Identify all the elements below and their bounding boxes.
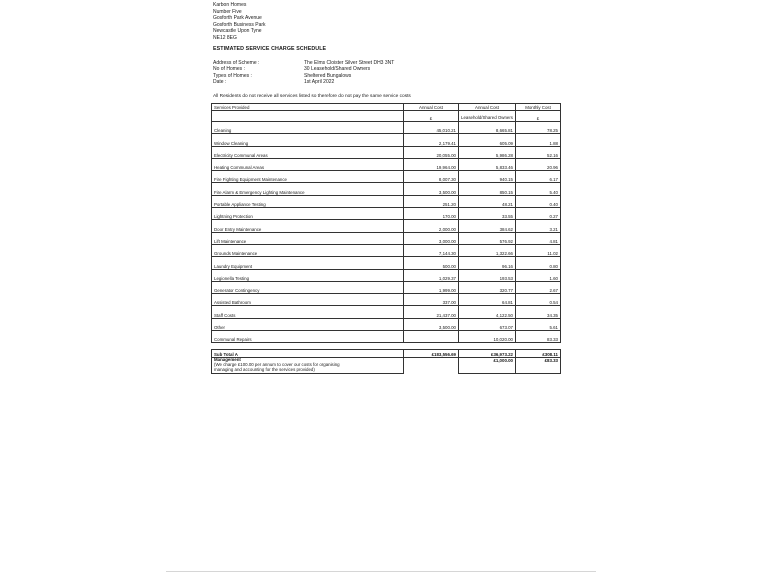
service-name: Staff Costs: [212, 306, 404, 318]
leasehold-cost: 576.92: [459, 232, 516, 244]
monthly-cost: 0.54: [516, 294, 561, 306]
document-title: ESTIMATED SERVICE CHARGE SCHEDULE: [213, 46, 327, 52]
annual-cost: 251.20: [404, 195, 459, 207]
table-row: [212, 171, 561, 183]
annual-cost: 3,000.00: [404, 232, 459, 244]
table-row: [212, 134, 561, 146]
annual-cost: 3,500.00: [404, 183, 459, 195]
subtotal-label: Sub Total A: [212, 350, 404, 358]
table-row: [212, 195, 561, 207]
management-row: [212, 358, 561, 373]
table-row: [212, 331, 561, 343]
table-row: [212, 220, 561, 232]
leasehold-cost: 193.53: [459, 269, 516, 281]
leasehold-cost: 96.16: [459, 257, 516, 269]
annual-cost: 1,999.00: [404, 281, 459, 293]
service-name: Heating Communal Areas: [212, 158, 404, 170]
info-value: Sheltered Bungalows: [304, 72, 352, 79]
service-name: Cleaning: [212, 122, 404, 134]
table-row: [212, 232, 561, 244]
monthly-cost: 4.81: [516, 232, 561, 244]
monthly-cost: 0.80: [516, 257, 561, 269]
leasehold-cost: 673.07: [459, 318, 516, 330]
scheme-info: [213, 60, 394, 85]
annual-cost: 3,500.00: [404, 318, 459, 330]
subtotal-row: [212, 350, 561, 358]
monthly-cost: 83.33: [516, 331, 561, 343]
monthly-cost: 0.40: [516, 195, 561, 207]
annual-cost: [404, 331, 459, 343]
table-row: [212, 208, 561, 220]
annual-cost: 170.00: [404, 208, 459, 220]
address-line: Gosforth Park Avenue: [213, 15, 262, 22]
annual-cost: 500.00: [404, 257, 459, 269]
monthly-cost: 34.35: [516, 306, 561, 318]
management-cell: [212, 358, 404, 373]
header-leasehold-cost: [459, 104, 516, 111]
service-name: Grounds Maintenance: [212, 244, 404, 256]
monthly-cost: 5.40: [516, 183, 561, 195]
leasehold-cost: 940.15: [459, 171, 516, 183]
address-line: Number Five: [213, 8, 242, 15]
annual-cost: 20,055.00: [404, 146, 459, 158]
leasehold-cost: 5,986.28: [459, 146, 516, 158]
monthly-cost: 20.96: [516, 158, 561, 170]
table-row: [212, 306, 561, 318]
annual-cost: 337.00: [404, 294, 459, 306]
header-monthly-cost: Monthly Cost: [516, 104, 561, 111]
table-row: [212, 269, 561, 281]
residents-notice: All Residents do not receive all services listed so therefore do not pay the same service costs: [213, 94, 411, 99]
monthly-cost: 52.16: [516, 146, 561, 158]
monthly-cost: 0.27: [516, 208, 561, 220]
subtotal-annual: £183,556.69: [404, 350, 459, 358]
service-name: Electricity Communal Areas: [212, 146, 404, 158]
service-name: Fire Alarm & Emergency Lighting Maintenance: [212, 183, 404, 195]
info-label: Types of Homes :: [213, 72, 252, 79]
monthly-cost: 3.21: [516, 220, 561, 232]
service-name: Window Cleaning: [212, 134, 404, 146]
leasehold-cost: 850.15: [459, 183, 516, 195]
management-label: Management: [214, 357, 241, 363]
table-row: [212, 244, 561, 256]
monthly-cost: 11.02: [516, 244, 561, 256]
address-line: Karbon Homes: [213, 2, 247, 8]
table-row: [212, 158, 561, 170]
annual-cost: 45,010.21: [404, 122, 459, 134]
leasehold-cost: 48.21: [459, 195, 516, 207]
service-name: Generator Contingency: [212, 281, 404, 293]
monthly-cost: 5.61: [516, 318, 561, 330]
leasehold-cost: 5,833.46: [459, 158, 516, 170]
table-row: [212, 294, 561, 306]
currency-symbol: £: [516, 111, 561, 122]
leasehold-cost: 320.77: [459, 281, 516, 293]
info-label: Address of Scheme :: [213, 60, 260, 66]
sender-address: [213, 2, 266, 42]
leasehold-cost: 33.55: [459, 208, 516, 220]
management-lease: £1,000.00: [459, 358, 516, 373]
service-charge-table: [211, 103, 561, 374]
annual-cost: 21,437.00: [404, 306, 459, 318]
service-name: Lightning Protection: [212, 208, 404, 220]
service-name: Other: [212, 318, 404, 330]
leasehold-cost: 4,122.50: [459, 306, 516, 318]
leasehold-cost: 10,020.00: [459, 331, 516, 343]
address-line: NE12 8EG: [213, 34, 237, 41]
header-services: Services Provided: [212, 104, 404, 111]
service-name: Legionella Testing: [212, 269, 404, 281]
annual-cost: 7,144.30: [404, 244, 459, 256]
service-name: Assisted Bathroom: [212, 294, 404, 306]
annual-cost: 1,029.37: [404, 269, 459, 281]
address-line: Newcastle Upon Tyne: [213, 28, 262, 35]
leasehold-cost: 1,322.66: [459, 244, 516, 256]
leasehold-cost: 605.09: [459, 134, 516, 146]
table-header-row: [212, 104, 561, 111]
page-bottom-rule: [166, 571, 596, 572]
monthly-cost: 1.88: [516, 134, 561, 146]
info-row: [213, 79, 394, 85]
spacer-row: [212, 343, 561, 350]
service-name: Lift Maintenance: [212, 232, 404, 244]
monthly-cost: 2.67: [516, 281, 561, 293]
header-leasehold-sub: Leasehold/Shared Owners: [459, 111, 516, 122]
service-name: Portable Appliance Testing: [212, 195, 404, 207]
header-annual-cost: Annual Cost: [404, 104, 459, 111]
leasehold-cost: 8,665.81: [459, 122, 516, 134]
table-row: [212, 183, 561, 195]
blank-cell: [404, 358, 459, 373]
subtotal-monthly: £308.11: [516, 350, 561, 358]
annual-cost: 2,179.41: [404, 134, 459, 146]
info-value: 30 Leasehold/Shared Owners: [304, 66, 371, 73]
info-value: The Elms Cloister Silver Street DH3 3NT: [304, 60, 395, 66]
table-row: [212, 281, 561, 293]
address-line: Gosforth Business Park: [213, 21, 266, 28]
info-label: No of Homes :: [213, 66, 245, 73]
table-row: [212, 146, 561, 158]
service-name: Door Entry Maintenance: [212, 220, 404, 232]
service-name: Communal Repairs: [212, 331, 404, 343]
service-name: Laundry Equipment: [212, 257, 404, 269]
leasehold-cost: 384.62: [459, 220, 516, 232]
management-monthly: £83.33: [516, 358, 561, 373]
info-label: Date :: [213, 78, 227, 85]
currency-symbol: £: [404, 111, 459, 122]
blank-cell: [212, 111, 404, 122]
table-row: [212, 318, 561, 330]
monthly-cost: 78.25: [516, 122, 561, 134]
annual-cost: 19,964.00: [404, 158, 459, 170]
monthly-cost: 1.60: [516, 269, 561, 281]
info-value: 1st April 2022: [304, 78, 335, 85]
management-note: managing and accounting for the services provided): [214, 366, 315, 372]
annual-cost: 2,000.00: [404, 220, 459, 232]
monthly-cost: 6.17: [516, 171, 561, 183]
management-note: (We charge £100.00 per annum to cover our costs for organising: [214, 362, 340, 368]
table-subheader-row: [212, 111, 561, 122]
table-row: [212, 122, 561, 134]
service-name: Fire Fighting Equipment Maintenance: [212, 171, 404, 183]
annual-cost: 8,007.30: [404, 171, 459, 183]
table-row: [212, 257, 561, 269]
header-leasehold-title: Annual Cost: [475, 105, 499, 110]
subtotal-lease: £36,973.22: [459, 350, 516, 358]
leasehold-cost: 64.81: [459, 294, 516, 306]
